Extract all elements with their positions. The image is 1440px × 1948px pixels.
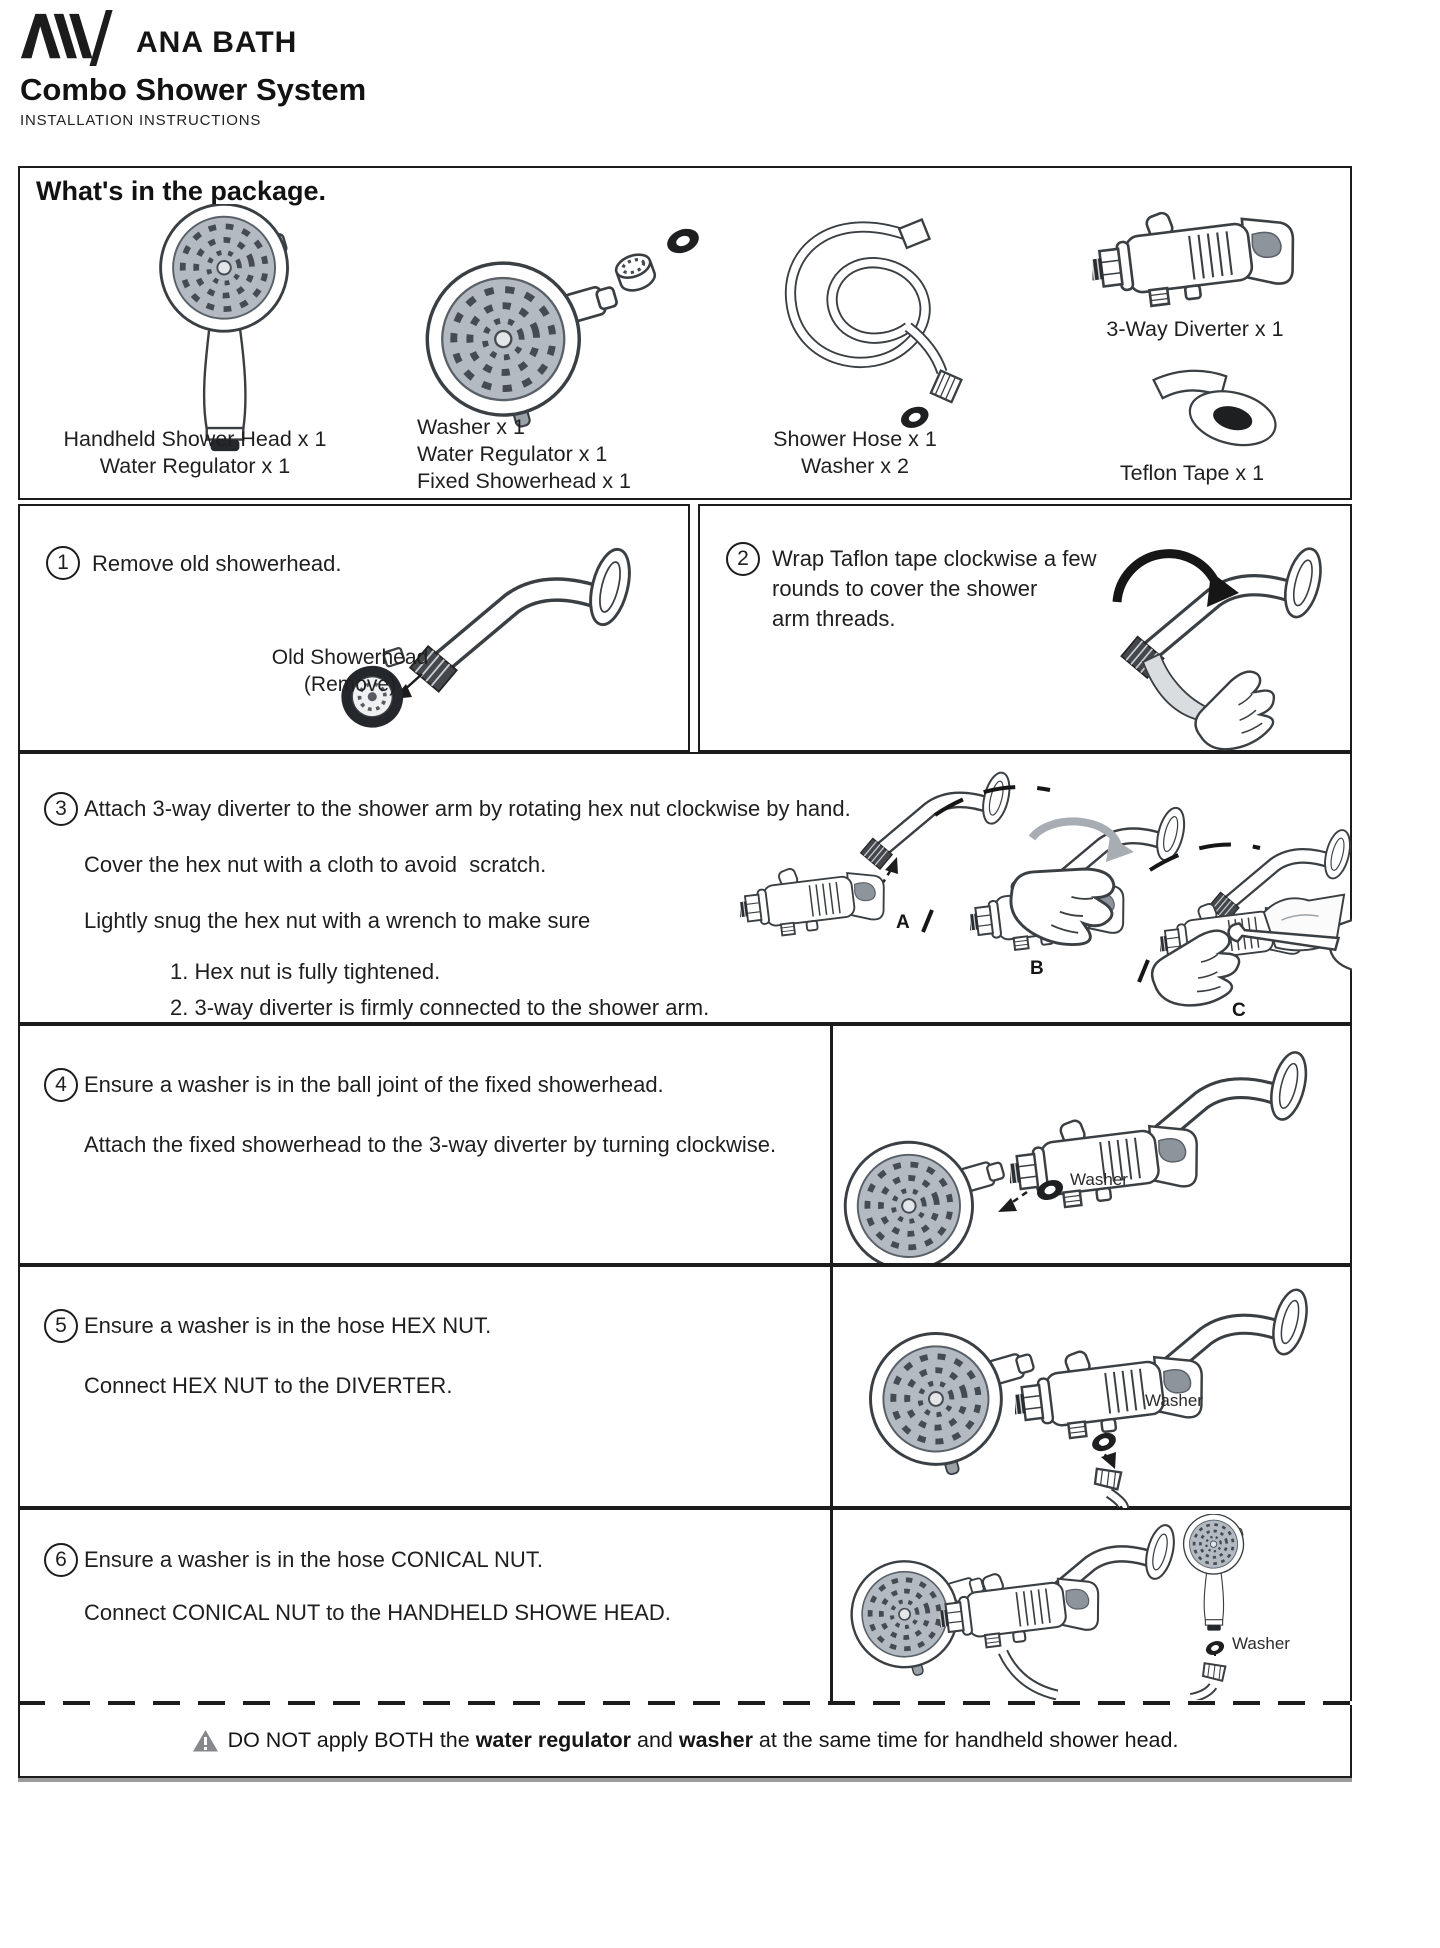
page-title: Combo Shower System [20, 72, 367, 107]
package-item-label-fixed: Washer x 1 Water Regulator x 1 Fixed Showerhead x 1 [417, 415, 631, 493]
attach-fixed-showerhead-figure [835, 1028, 1350, 1263]
step-3-text-line: Lightly snug the hex nut with a wrench to make sure [84, 908, 591, 933]
package-item-label-tape: Teflon Tape x 1 [1119, 461, 1265, 485]
step-4-text-line: Ensure a washer is in the ball joint of the fixed showerhead. [84, 1072, 664, 1097]
attach-diverter-figure [680, 760, 1352, 1022]
handheld-shower-head-illustration [150, 204, 300, 454]
figure-label-c: C [1232, 1000, 1246, 1021]
remove-old-showerhead-figure [270, 526, 690, 750]
step-6-divider [830, 1510, 833, 1701]
figure-label-a: A [896, 912, 910, 933]
fixed-showerhead-illustration [405, 218, 715, 433]
brand-logo [20, 10, 297, 66]
step-5-text-line: Ensure a washer is in the hose HEX NUT. [84, 1313, 492, 1338]
package-item-label-handheld: Handheld Shower Head x 1 Water Regulator x 1 [63, 427, 327, 478]
shower-hose-illustration [765, 203, 1010, 438]
step-4-number: 4 [44, 1068, 78, 1102]
step-3-sublist-item: 1. Hex nut is fully tightened. [170, 959, 441, 984]
warning-icon [192, 1729, 219, 1753]
step-6-number: 6 [44, 1543, 78, 1577]
step-5-divider [830, 1267, 833, 1506]
figure-label-b: B [1030, 958, 1044, 979]
step-1-number: 1 [46, 546, 80, 580]
step-3-text-line: Cover the hex nut with a cloth to avoid scratch. [84, 852, 547, 877]
step-2-number: 2 [726, 542, 760, 576]
package-item-label-diverter: 3-Way Diverter x 1 [1106, 317, 1284, 341]
page-subtitle: INSTALLATION INSTRUCTIONS [20, 112, 262, 129]
brand-name: ANA BATH [136, 26, 298, 59]
teflon-tape-illustration [1132, 360, 1297, 460]
step-3-text-line: Attach 3-way diverter to the shower arm by rotating hex nut clockwise by hand. [84, 796, 851, 821]
step-6-text-line: Connect CONICAL NUT to the HANDHELD SHOWE HEAD. [84, 1600, 671, 1625]
step-2-text-line: Wrap Taflon tape clockwise a few [772, 546, 1097, 571]
step-4-text-line: Attach the fixed showerhead to the 3-way diverter by turning clockwise. [84, 1132, 777, 1157]
old-showerhead-callout: Old Showerhead (Remove) [271, 646, 429, 696]
step-4-section [18, 1024, 1352, 1265]
warning-strip [18, 1705, 1352, 1778]
step-3-section [18, 752, 1352, 1024]
package-item-label-hose: Shower Hose x 1 Washer x 2 [773, 427, 937, 478]
step-1-section [18, 504, 690, 752]
washer-label: Washer [1145, 1391, 1203, 1410]
step-5-section [18, 1265, 1352, 1508]
connect-hose-hex-nut-figure [835, 1269, 1350, 1508]
brand-logo-icon [20, 10, 128, 66]
warning-text: DO NOT apply BOTH the water regulator and washer at the same time for handheld shower head. [227, 1728, 1179, 1752]
connect-handheld-figure [835, 1512, 1350, 1700]
three-way-diverter-illustration [1092, 208, 1302, 323]
step-3-sublist-item: 2. 3-way diverter is firmly connected to the shower arm. [170, 995, 710, 1020]
step-5-text-line: Connect HEX NUT to the DIVERTER. [84, 1373, 453, 1398]
step-2-section [698, 504, 1352, 752]
step-6-text-line: Ensure a washer is in the hose CONICAL NUT. [84, 1547, 543, 1572]
wrap-tape-figure [1045, 514, 1345, 752]
step-3-number: 3 [44, 792, 78, 826]
washer-label: Washer [1070, 1170, 1128, 1189]
step-2-text-line: rounds to cover the shower [772, 576, 1038, 601]
step-6-section [18, 1508, 1352, 1701]
step-4-divider [830, 1026, 833, 1263]
step-2-text-line: arm threads. [772, 606, 896, 631]
washer-label: Washer [1232, 1634, 1290, 1653]
step-1-text-line: Remove old showerhead. [92, 551, 342, 576]
package-heading: What's in the package. [36, 176, 326, 206]
step-5-number: 5 [44, 1309, 78, 1343]
package-section [18, 166, 1352, 500]
